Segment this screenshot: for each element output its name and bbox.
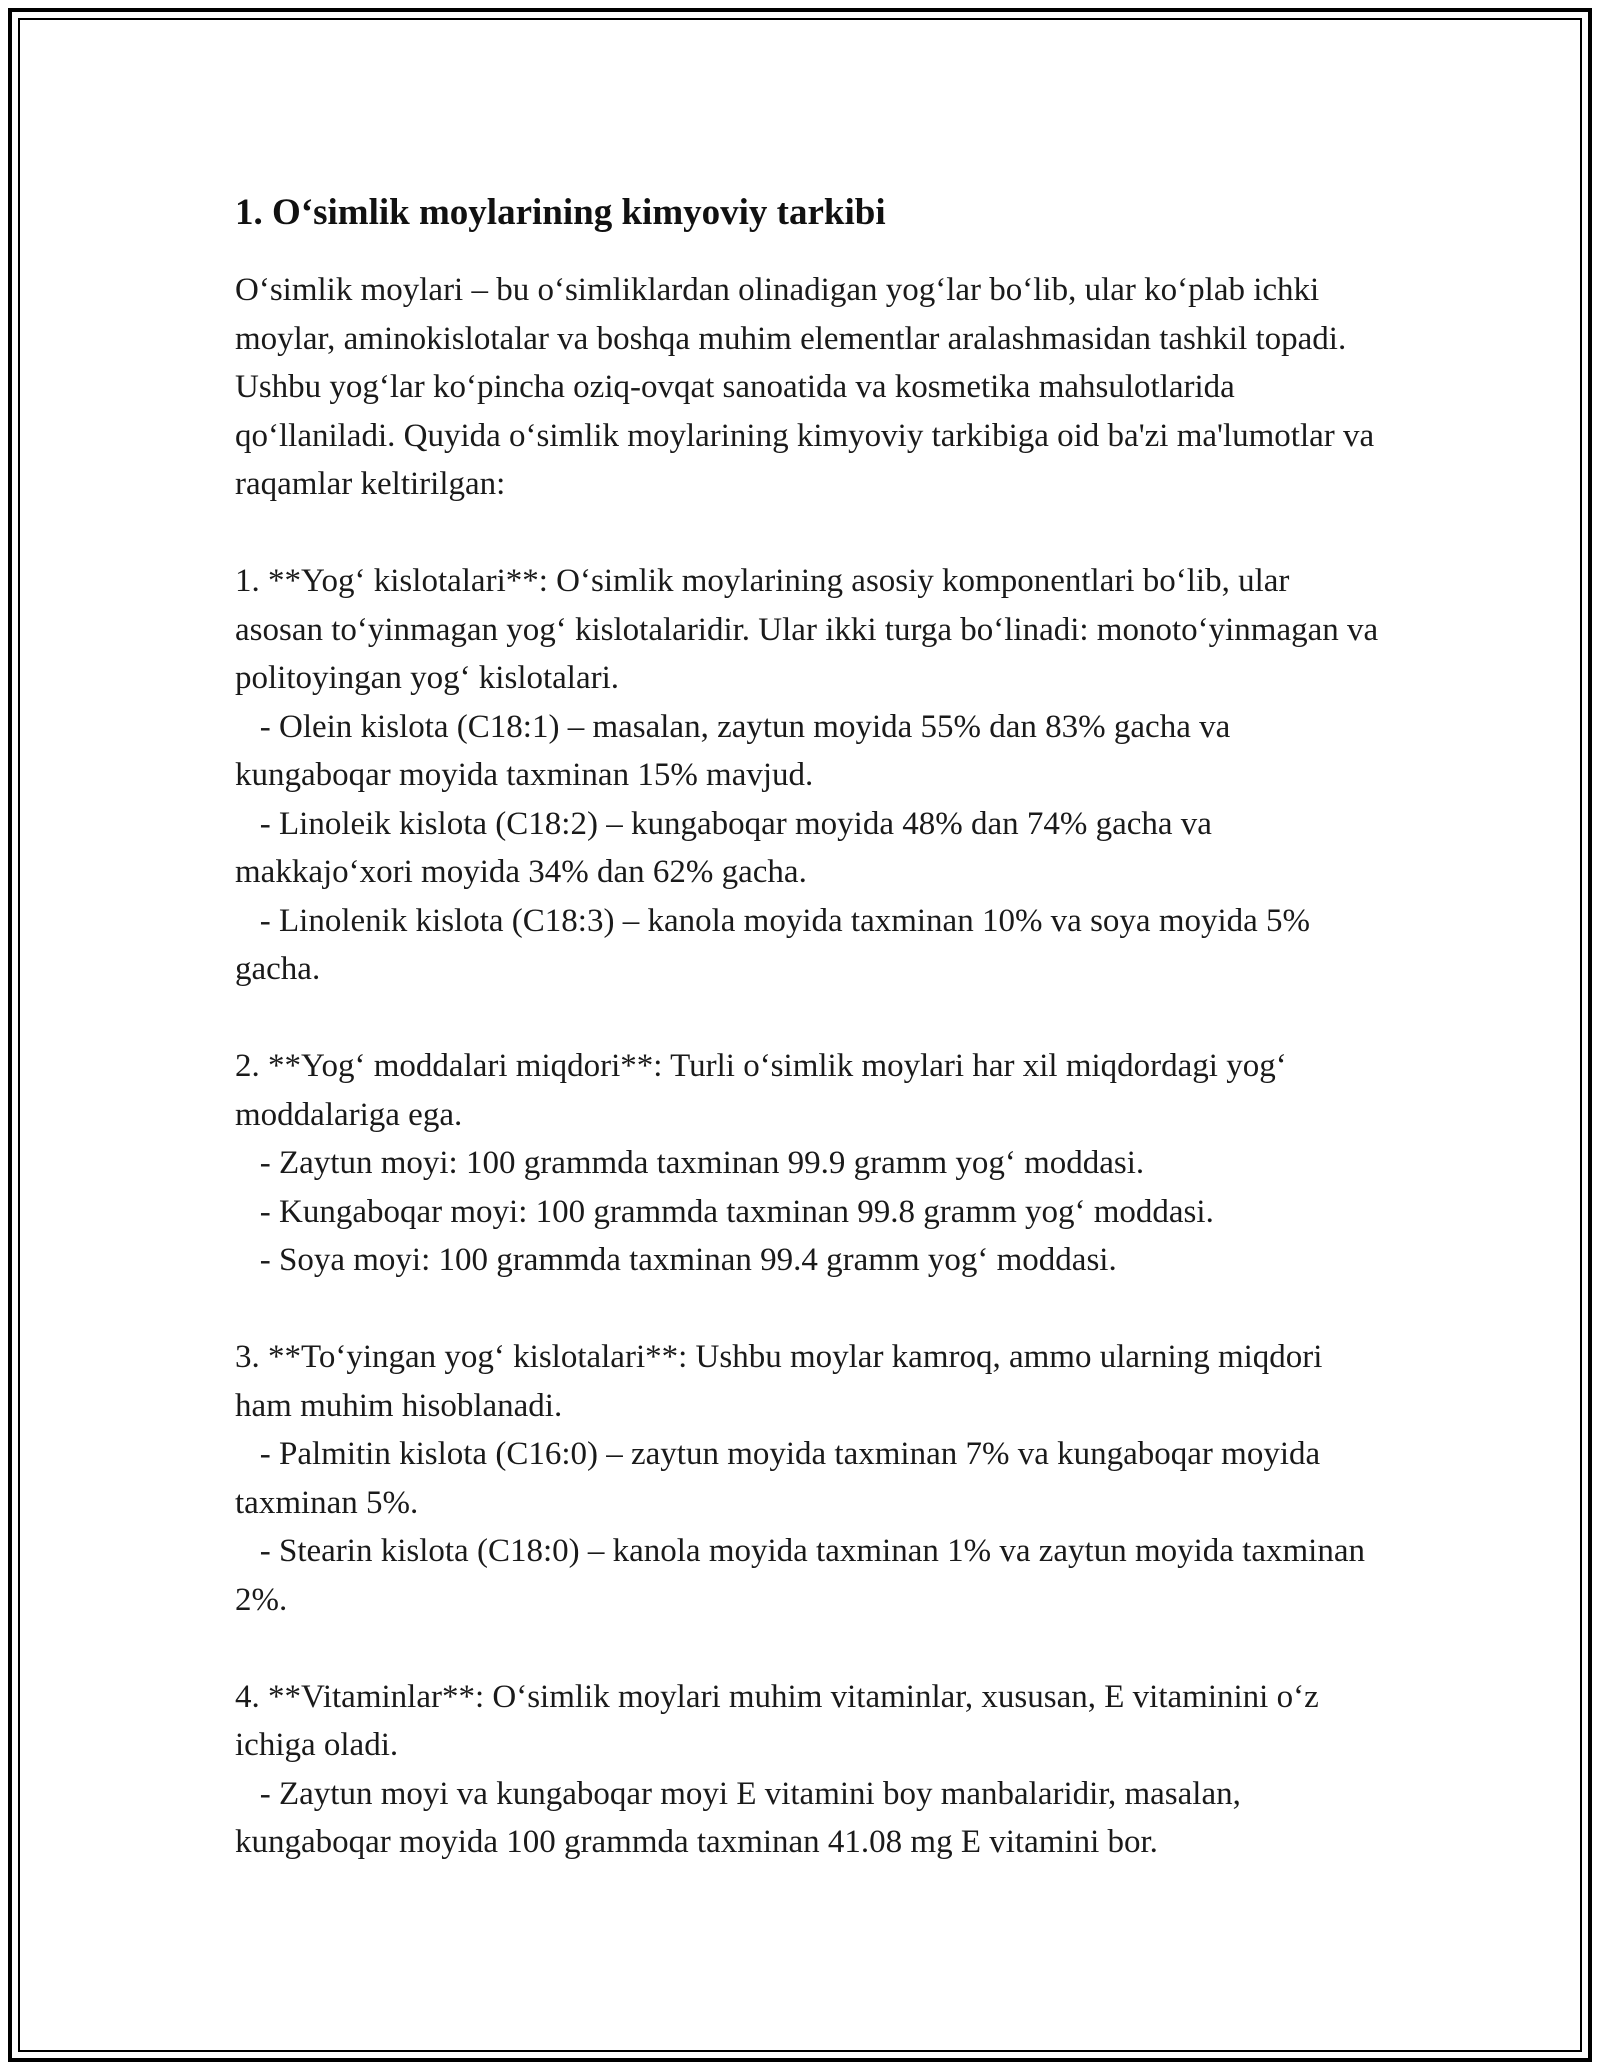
spacer bbox=[235, 509, 1385, 558]
spacer bbox=[235, 1285, 1385, 1334]
list-item: - Linolenik kislota (C18:3) – kanola moyida taxminan 10% va soya moyida 5% gacha. bbox=[235, 902, 1319, 987]
section-fatty-acids bbox=[235, 557, 1385, 994]
list-item: - Kungaboqar moyi: 100 grammda taxminan 99.8 gramm yog‘ moddasi. bbox=[235, 1193, 1214, 1230]
spacer bbox=[235, 994, 1385, 1043]
section-saturated-acids bbox=[235, 1333, 1385, 1624]
section-heading: 3. **To‘yingan yog‘ kislotalari**: Ushbu moylar kamroq, ammo ularning miqdori ham muhim hisoblanadi. bbox=[235, 1339, 1331, 1424]
intro-paragraph: O‘simlik moylari – bu o‘simliklardan olinadigan yog‘lar bo‘lib, ular ko‘plab ichki moylar, aminokislotalar va boshqa muhim elementlar aralashmasidan tashkil topadi. Ushbu yog‘lar ko‘pincha oziq-ovqat sanoatida va kosmetika mahsulotlarida qo‘llaniladi. Quyida o‘simlik moylarining kimyoviy tarkibiga oid ba'zi ma'lumotlar va raqamlar keltirilgan: bbox=[235, 272, 1383, 502]
document-body bbox=[235, 186, 1385, 1867]
section-heading: 2. **Yog‘ moddalari miqdori**: Turli o‘simlik moylari har xil miqdordagi yog‘ moddalariga ega. bbox=[235, 1048, 1295, 1133]
list-item: - Olein kislota (C18:1) – masalan, zaytun moyida 55% dan 83% gacha va kungaboqar moyida taxminan 15% mavjud. bbox=[235, 708, 1239, 793]
section-heading: 4. **Vitaminlar**: O‘simlik moylari muhim vitaminlar, xususan, E vitaminini o‘z ichiga oladi. bbox=[235, 1678, 1327, 1763]
section-heading: 1. **Yog‘ kislotalari**: O‘simlik moylarining asosiy komponentlari bo‘lib, ular asosan to‘yinmagan yog‘ kislotalaridir. Ular ikki turga bo‘linadi: monoto‘yinmagan va politoyingan yog‘ kislotalari. bbox=[235, 563, 1387, 696]
list-item: - Palmitin kislota (C16:0) – zaytun moyida taxminan 7% va kungaboqar moyida taxminan 5%. bbox=[235, 1436, 1329, 1521]
list-item: - Linoleik kislota (C18:2) – kungaboqar moyida 48% dan 74% gacha va makkajo‘xori moyida 34% dan 62% gacha. bbox=[235, 805, 1221, 890]
list-item: - Stearin kislota (C18:0) – kanola moyida taxminan 1% va zaytun moyida taxminan 2%. bbox=[235, 1533, 1374, 1618]
list-item: - Zaytun moyi: 100 grammda taxminan 99.9 gramm yog‘ moddasi. bbox=[235, 1145, 1145, 1181]
list-item: - Soya moyi: 100 grammda taxminan 99.4 gramm yog‘ moddasi. bbox=[235, 1242, 1117, 1278]
list-item: - Zaytun moyi va kungaboqar moyi E vitamini boy manbalaridir, masalan, kungaboqar moyida 100 grammda taxminan 41.08 mg E vitamini bor. bbox=[235, 1775, 1250, 1860]
document-title: 1. O‘simlik moylarining kimyoviy tarkibi bbox=[235, 192, 886, 233]
section-vitamins bbox=[235, 1673, 1385, 1867]
spacer bbox=[235, 1624, 1385, 1673]
section-fat-content bbox=[235, 1042, 1385, 1285]
